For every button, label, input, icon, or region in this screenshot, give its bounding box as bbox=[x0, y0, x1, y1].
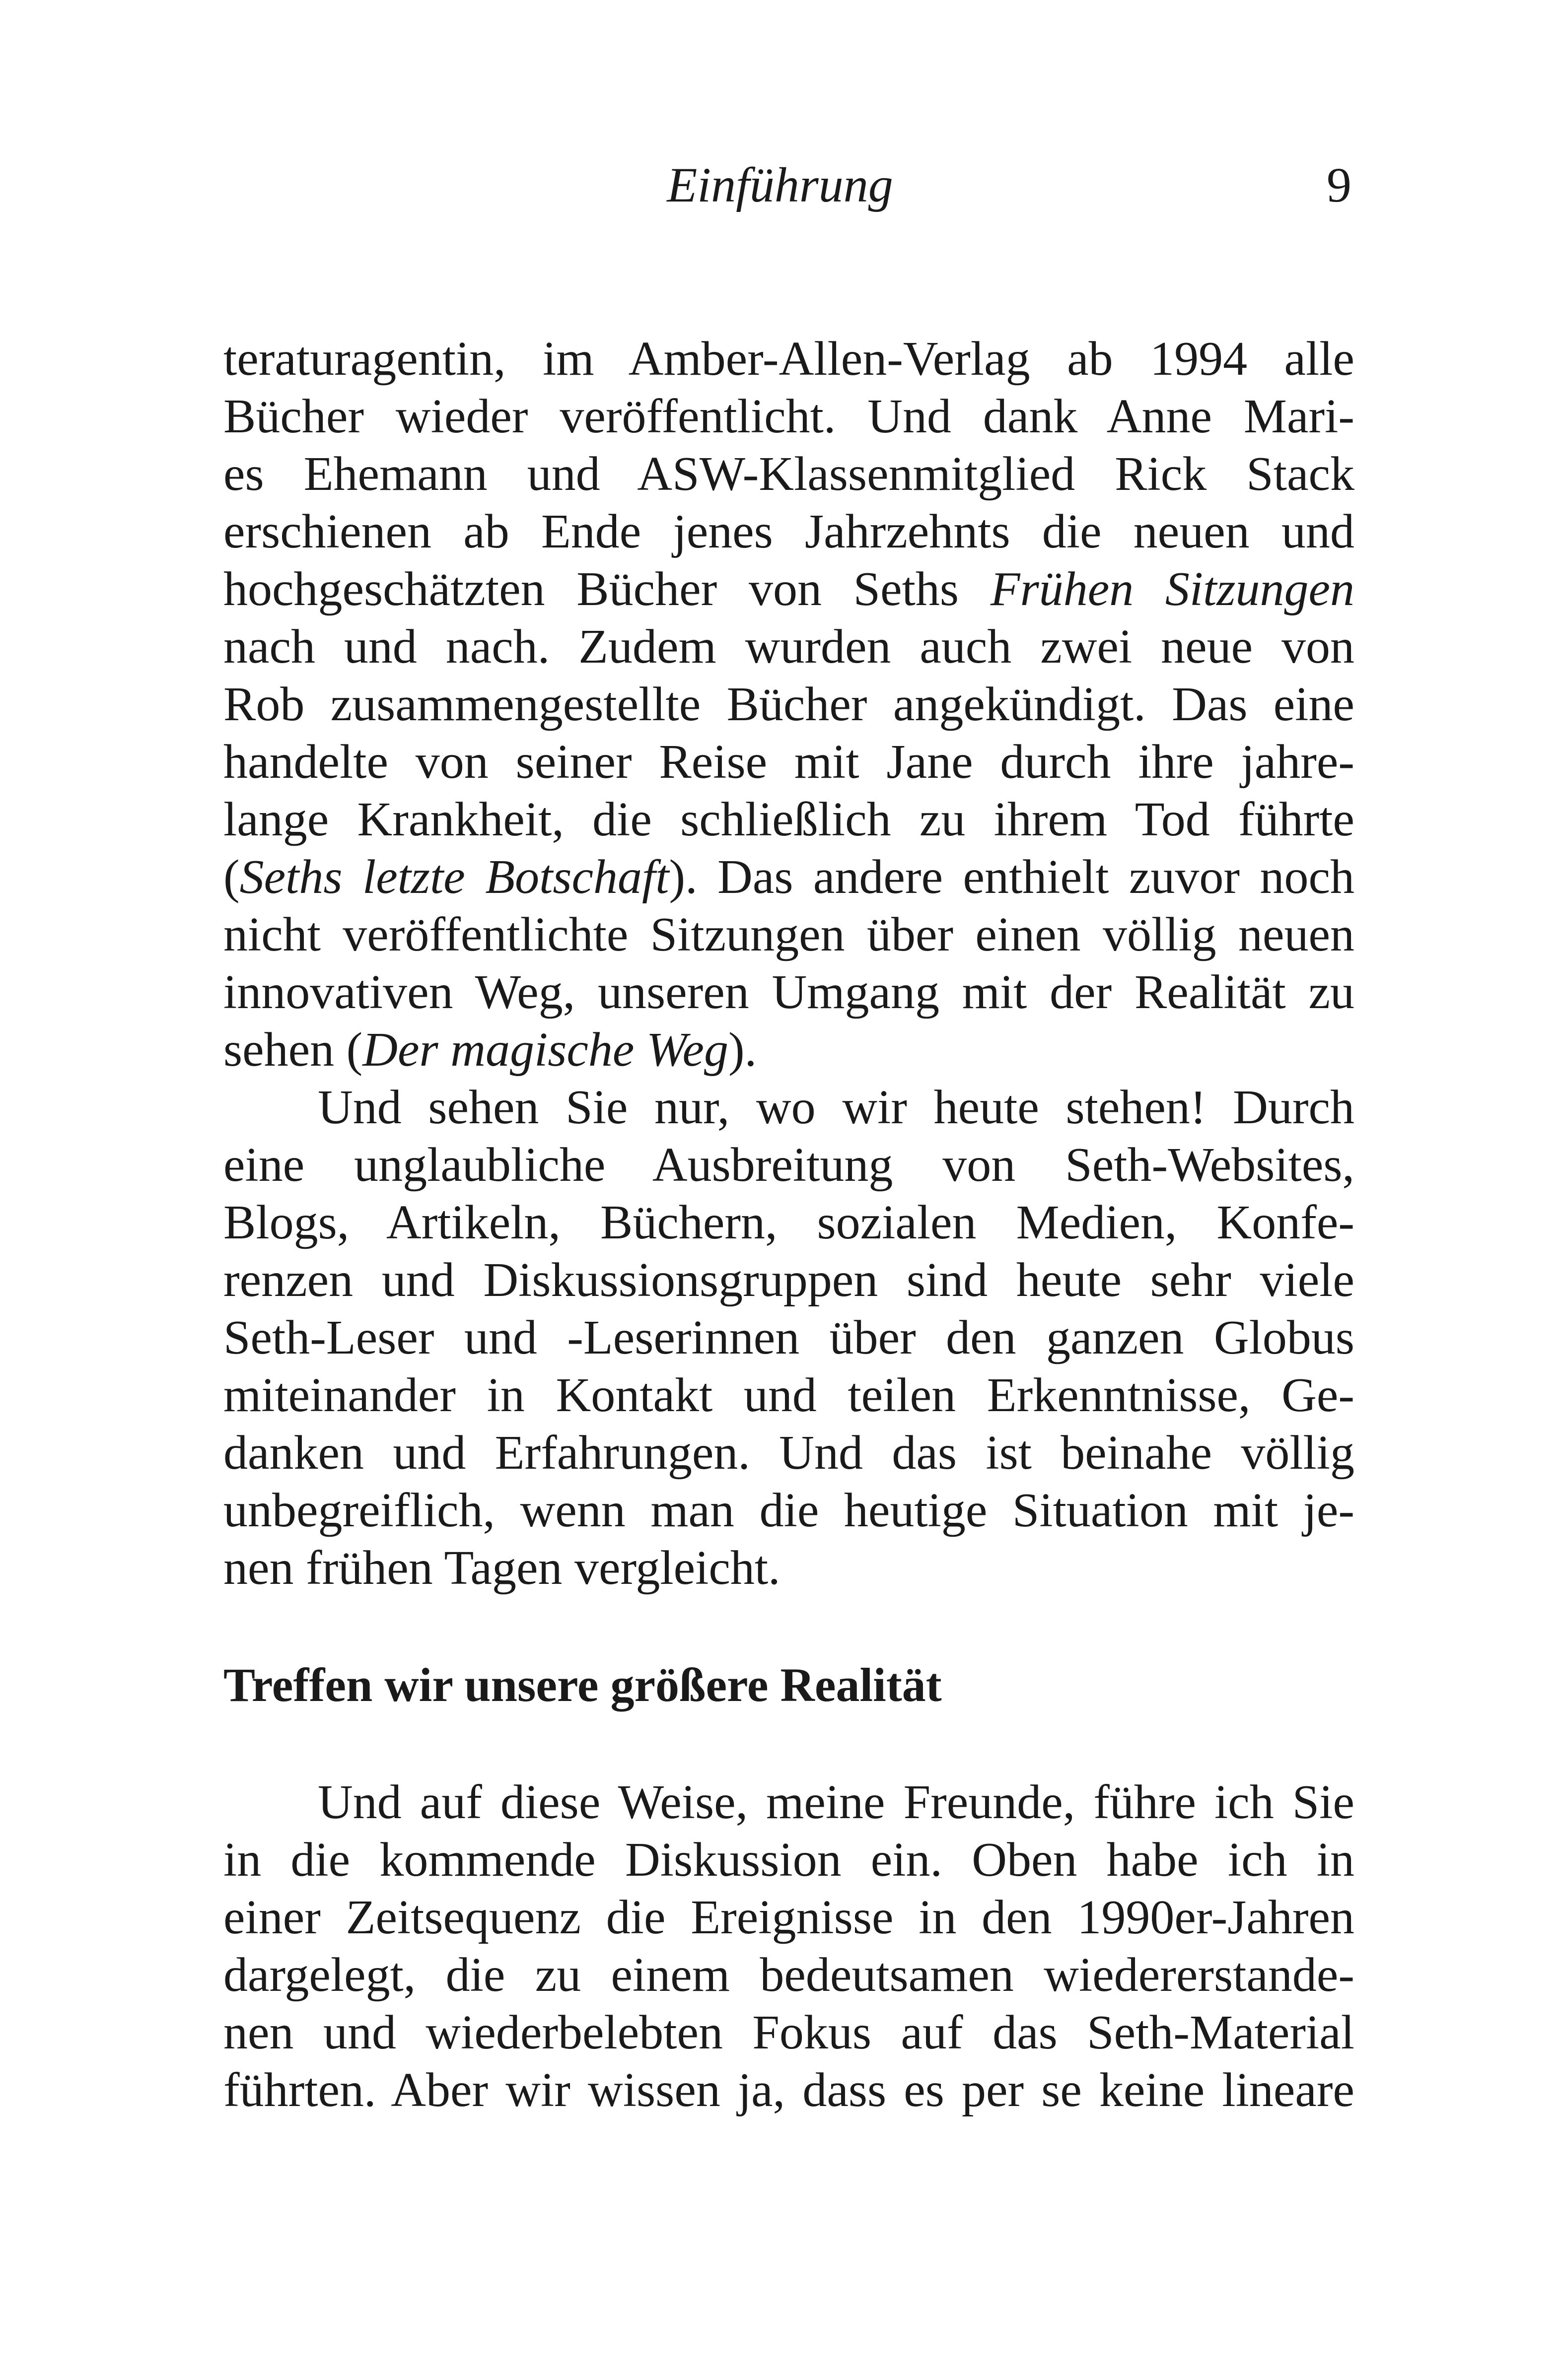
text-line: danken und Erfahrungen. Und das ist beinahe völlig bbox=[223, 1426, 1354, 1480]
section-heading: Treffen wir unsere größere Realität bbox=[223, 1658, 942, 1711]
text-line: es Ehemann und ASW-Klassenmitglied Rick Stack bbox=[223, 447, 1354, 501]
text-line: Blogs, Artikeln, Büchern, sozialen Medien, Konfe- bbox=[223, 1196, 1354, 1249]
running-title: Einführung bbox=[667, 157, 893, 212]
text-line: unbegreiflich, wenn man die heutige Situation mit je- bbox=[223, 1484, 1354, 1537]
text-line: einer Zeitsequenz die Ereignisse in den 1990er-Jahren bbox=[223, 1891, 1354, 1944]
text-line: handelte von seiner Reise mit Jane durch ihre jahre- bbox=[223, 735, 1354, 789]
text-segment: hochgeschätzten Bücher von Seths bbox=[223, 562, 991, 616]
text-line: lange Krankheit, die schließlich zu ihrem Tod führte bbox=[223, 793, 1354, 846]
book-title: Seths letzte Botschaft bbox=[239, 850, 669, 904]
text-line bbox=[223, 848, 1354, 906]
text-line: Rob zusammengestellte Bücher angekündigt. Das eine bbox=[223, 678, 1354, 731]
book-title: Der magische Weg bbox=[362, 1023, 728, 1077]
body-text bbox=[223, 330, 1354, 2119]
text-segment: ( bbox=[223, 850, 240, 904]
text-line: dargelegt, die zu einem bedeutsamen wiedererstande- bbox=[223, 1948, 1354, 2002]
text-line: Seth-Leser und -Leserinnen über den ganzen Globus bbox=[223, 1311, 1354, 1364]
text-line: renzen und Diskussionsgruppen sind heute sehr viele bbox=[223, 1253, 1354, 1307]
text-line: Bücher wieder veröffentlicht. Und dank Anne Mari- bbox=[223, 390, 1354, 443]
text-line: nach und nach. Zudem wurden auch zwei neue von bbox=[223, 620, 1354, 674]
text-line: teraturagentin, im Amber-Allen-Verlag ab 1994 alle bbox=[223, 332, 1354, 386]
text-line: Und sehen Sie nur, wo wir heute stehen! Durch bbox=[318, 1081, 1354, 1134]
paragraph bbox=[223, 1079, 1354, 1597]
text-line: führten. Aber wir wissen ja, dass es per se keine lineare bbox=[223, 2063, 1354, 2117]
running-header bbox=[0, 149, 1560, 218]
page-number: 9 bbox=[1327, 157, 1351, 212]
book-title: Frühen Sitzungen bbox=[990, 562, 1354, 616]
text-line bbox=[223, 1021, 1354, 1079]
paragraph bbox=[223, 1773, 1354, 2119]
text-line: innovativen Weg, unseren Umgang mit der Realität zu bbox=[223, 965, 1354, 1019]
text-line: Und auf diese Weise, meine Freunde, führe ich Sie bbox=[318, 1775, 1354, 1829]
text-line: nen frühen Tagen vergleicht. bbox=[223, 1541, 780, 1595]
text-line: nen und wiederbelebten Fokus auf das Seth-Material bbox=[223, 2006, 1354, 2059]
paragraph bbox=[223, 330, 1354, 1079]
text-line: nicht veröffentlichte Sitzungen über einen völlig neuen bbox=[223, 908, 1354, 961]
text-segment: sehen ( bbox=[223, 1023, 363, 1077]
text-segment: ). bbox=[728, 1023, 757, 1077]
text-segment: ). Das andere enthielt zuvor noch bbox=[669, 850, 1354, 904]
text-line bbox=[223, 560, 1354, 618]
text-line: miteinander in Kontakt und teilen Erkenntnisse, Ge- bbox=[223, 1368, 1354, 1422]
text-line: in die kommende Diskussion ein. Oben habe ich in bbox=[223, 1833, 1354, 1887]
text-line: erschienen ab Ende jenes Jahrzehnts die neuen und bbox=[223, 505, 1354, 558]
text-line: eine unglaubliche Ausbreitung von Seth-Websites, bbox=[223, 1138, 1354, 1192]
